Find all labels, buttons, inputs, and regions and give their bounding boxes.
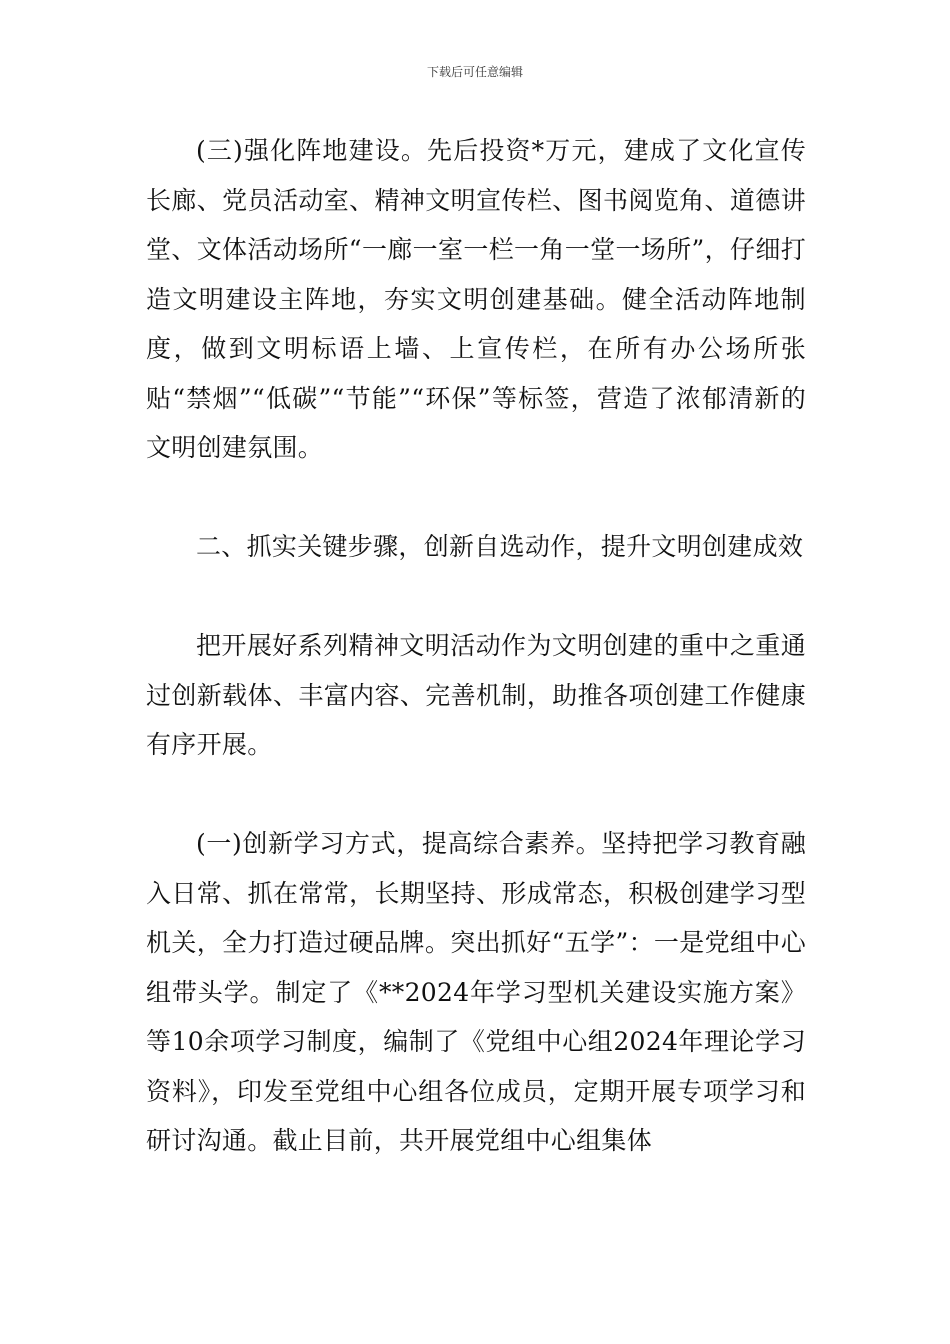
- paragraph-spacer: [146, 770, 806, 820]
- paragraph-spacer: [146, 572, 806, 622]
- paragraph-strengthen-positions: (三)强化阵地建设。先后投资*万元，建成了文化宣传长廊、党员活动室、精神文明宣传栏、图书阅览角、道德讲堂、文体活动场所“一廊一室一栏一角一堂一场所”，仔细打造文明建设主阵地，夯实文明创建基础。健全活动阵地制度，做到文明标语上墙、上宣传栏，在所有办公场所张贴“禁烟”“低碳”“节能”“环保”等标签，营造了浓郁清新的文明创建氛围。: [146, 136, 806, 462]
- paragraph-innovate-learning: (一)创新学习方式，提高综合素养。坚持把学习教育融入日常、抓在常常，长期坚持、形成常态，积极创建学习型机关，全力打造过硬品牌。突出抓好“五学”：一是党组中心组带头学。制定了《**2024年学习型机关建设实施方案》等10余项学习制度，编制了《党组中心组2024年理论学习资料》，印发至党组中心组各位成员，定期开展专项学习和研讨沟通。截止目前，共开展党组中心组集体: [146, 829, 806, 1155]
- paragraph-spacer: [146, 473, 806, 523]
- document-body: [146, 126, 806, 1166]
- paragraph-section-intro: 把开展好系列精神文明活动作为文明创建的重中之重通过创新载体、丰富内容、完善机制，助推各项创建工作健康有序开展。: [146, 631, 806, 759]
- page-header-note: 下载后可任意编辑: [426, 65, 523, 79]
- section-heading-two: 二、抓实关键步骤，创新自选动作，提升文明创建成效: [196, 532, 804, 561]
